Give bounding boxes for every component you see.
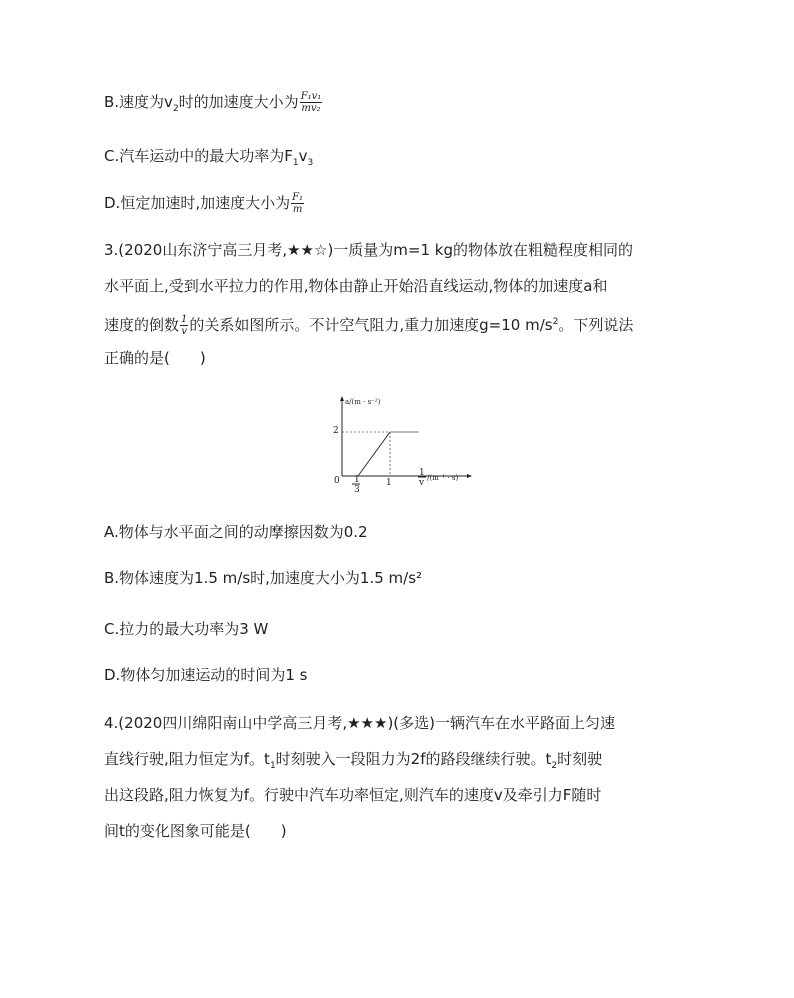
q3-line4: 正确的是( ) [104, 349, 206, 367]
origin-label: 0 [334, 476, 340, 486]
fraction: $\frac{\text{F₁v₁}}{\text{mv₂}}$ [300, 91, 322, 114]
y-axis-label: a/(m · s⁻²) [345, 398, 381, 406]
q3-option-d: D.物体匀加速运动的时间为1 s [104, 666, 308, 684]
x-axis-arrow [467, 474, 472, 478]
x-label-den: v [419, 478, 425, 488]
option-c-prev: C.汽车运动中的最大功率为$F_1v_3$ [104, 147, 314, 168]
q3-line3: 速度的倒数 $\frac{1}{v}$ 的关系如图所示。不计空气阻力,重力加速度g=10 $m/s^2$。下列说法 [104, 314, 634, 337]
q4-line3: 出这段路,阻力恢复为f。行驶中汽车功率恒定,则汽车的速度v及牵引力F随时 [104, 786, 602, 804]
rising-segment [358, 432, 390, 476]
x-label-unit: /(m⁻¹ · s) [427, 474, 459, 482]
x-tick-1-3-den: 3 [354, 485, 360, 494]
q4-line1: 4.(2020四川绵阳南山中学高三月考,★★★)(多选)一辆汽车在水平路面上匀速 [104, 714, 616, 732]
option-b-prev: B.速度为$v_2$时的加速度大小为 $\frac{\text{F₁v₁}}{\text{mv₂}}$ [104, 91, 322, 114]
q4-line4: 间t的变化图象可能是( ) [104, 822, 287, 840]
fraction: $\frac{1}{v}$ [181, 314, 188, 337]
q3-option-c: C.拉力的最大功率为3 W [104, 620, 269, 638]
x-label-num: 1 [419, 468, 425, 478]
fraction: $\frac{\text{F₁}}{m}$ [292, 192, 304, 215]
q3-option-b: B.物体速度为1.5 m/s时,加速度大小为1.5 m/s² [104, 569, 423, 587]
a-vs-inverse-v-graph [316, 394, 476, 494]
plot-layer [342, 432, 419, 476]
q3-line1: 3.(2020山东济宁高三月考,★★☆)一质量为m=1 kg的物体放在粗糙程度相同的 [104, 241, 634, 259]
x-tick-1: 1 [386, 478, 392, 488]
x-tick-1-3-num: 1 [354, 475, 360, 485]
q3-option-a: A.物体与水平面之间的动摩擦因数为0.2 [104, 523, 368, 541]
y-axis-arrow [340, 396, 344, 401]
q3-line2: 水平面上,受到水平拉力的作用,物体由静止开始沿直线运动,物体的加速度a和 [104, 277, 608, 295]
y-tick-2: 2 [333, 426, 339, 436]
option-d-prev: D.恒定加速时,加速度大小为 $\frac{\text{F₁}}{m}$ [104, 192, 304, 215]
q4-line2: 直线行驶,阻力恒定为f。$t_1$时刻驶入一段阻力为2f的路段继续行驶。$t_2$时刻驶 [104, 750, 603, 771]
